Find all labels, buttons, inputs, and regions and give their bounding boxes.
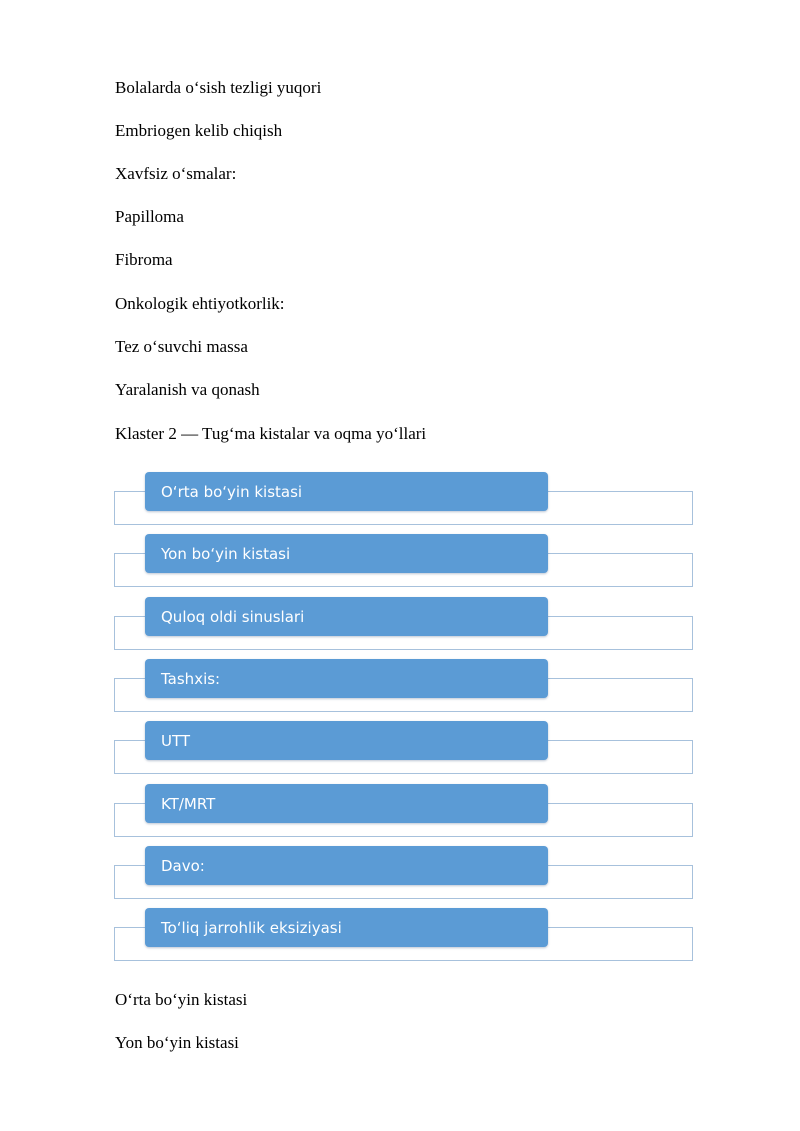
text-line-papilloma: Papilloma [115,207,184,226]
cluster-item [0,659,800,715]
cluster-heading: Klaster 2 — Tug‘ma kistalar va oqma yo‘llari [115,424,427,443]
cluster-item [0,721,800,777]
text-line-benign-tumors: Xavfsiz o‘smalar: [115,164,237,183]
text-line-growth-rate: Bolalarda o‘sish tezligi yuqori [115,78,322,97]
cluster-item-bar: To‘liq jarrohlik eksiziyasi [145,908,548,947]
cluster-item [0,597,800,653]
cluster-item-bar: Quloq oldi sinuslari [145,597,548,636]
text-line-fibroma: Fibroma [115,250,173,269]
text-line-median-neck-cyst: O‘rta bo‘yin kistasi [115,990,248,1009]
cluster-item [0,534,800,590]
cluster-item-bar: Tashxis: [145,659,548,698]
text-line-embryogenic-origin: Embriogen kelib chiqish [115,121,283,140]
cluster-item-bar: Davo: [145,846,548,885]
cluster-item [0,846,800,902]
cluster-item [0,908,800,964]
text-line-lateral-neck-cyst: Yon bo‘yin kistasi [115,1033,239,1052]
text-line-oncologic-caution: Onkologik ehtiyotkorlik: [115,294,285,313]
cluster-item-bar: UTT [145,721,548,760]
cluster-item-bar: O‘rta bo‘yin kistasi [145,472,548,511]
cluster-item [0,472,800,528]
text-line-ulceration-bleeding: Yaralanish va qonash [115,380,260,399]
cluster-item [0,784,800,840]
cluster-item-bar: Yon bo‘yin kistasi [145,534,548,573]
cluster-item-bar: KT/MRT [145,784,548,823]
text-line-fast-growing-mass: Tez o‘suvchi massa [115,337,248,356]
